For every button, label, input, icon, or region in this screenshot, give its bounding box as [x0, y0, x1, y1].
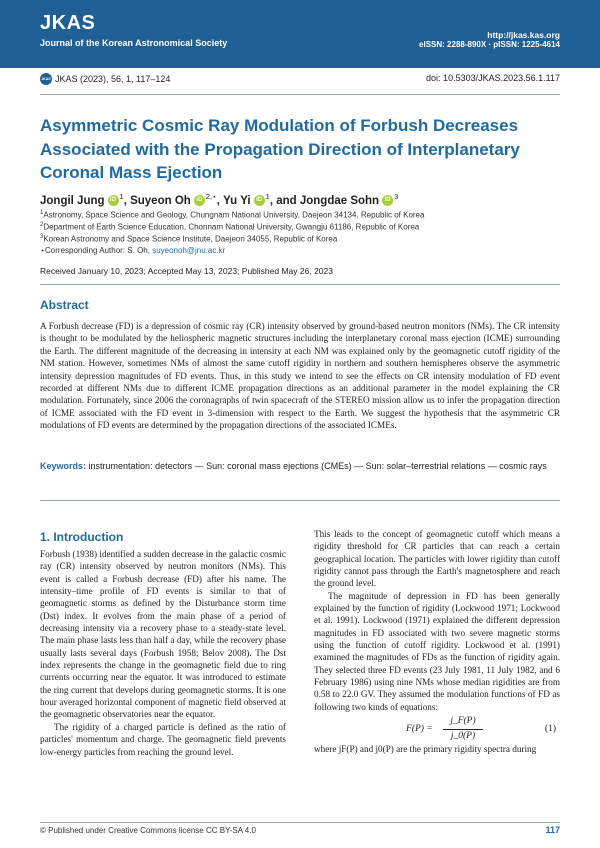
- right-paragraph-3: where jF(P) and j0(P) are the primary rigidity spectra during: [314, 744, 537, 755]
- journal-header-bar: [0, 0, 600, 68]
- affiliation-3: $^3$Korean Astronomy and Space Science Institute, Daejeon 34055, Republic of Korea: [40, 234, 338, 244]
- author-1: Jongil Jung iD $^1$,: [40, 192, 131, 207]
- abstract-text: A Forbush decrease (FD) is a depression of cosmic ray (CR) intensity observed by ground-based neutron monitors (NMs). The CR intensity is thought to be modulated by the heliospheric magnetic structures including the interplanetary coronal mass ejection (ICME) surrounding the Earth. The different magnitude of the decreasing in intensity at each NM was explained only by the geomagnetic cutoff rigidity of the NM station. However, sometimes NMs of almost the same cutoff rigidity in northern and southern hemispheres observe the asymmetric intensity depression magnitudes of FD events. Thus, in this study we intend to see the effects on CR intensity modulation of FD event recorded at different NMs due to different ICME propagation directions as an additional parameter in the model explaining the CR modulation. Fortunately, since 2006 the coronagraphs of twin spacecraft of the STEREO mission allow us to infer the propagation direction of ICME associated with the FD event in 3-dimension with respect to the Earth. We suggest the hypothesis that the asymmetric CR modulations of FD events are determined by the propagation directions of the associated ICMEs.: [40, 321, 560, 431]
- orcid-icon[interactable]: iD: [194, 195, 205, 206]
- equation-fraction: [443, 715, 483, 742]
- paper-title: Asymmetric Cosmic Ray Modulation of Forbush Decreases Associated with the Propagation Direction of Interplanetary Coronal Mass Ejection: [40, 116, 520, 182]
- journal-url-link[interactable]: http://jkas.kas.org: [487, 30, 560, 40]
- license-note: © Published under Creative Commons license CC BY-SA 4.0: [40, 826, 256, 835]
- orcid-icon[interactable]: iD: [254, 195, 265, 206]
- equation-1: [314, 713, 560, 743]
- author-list: [40, 192, 560, 207]
- header-divider: [40, 94, 560, 95]
- journal-issn: eISSN: 2288-890X · pISSN: 1225-4614: [419, 40, 560, 49]
- introduction-heading: 1. Introduction: [40, 530, 124, 544]
- citation-row: [40, 72, 560, 86]
- journal-abbreviation: JKAS: [40, 12, 96, 34]
- journal-name: Journal of the Korean Astronomical Society: [40, 38, 228, 48]
- abstract-heading: Abstract: [40, 298, 89, 312]
- publication-dates: Received January 10, 2023; Accepted May 13, 2023; Published May 26, 2023: [40, 266, 333, 276]
- citation-text: JKAS (2023), 56, 1, 117–124: [55, 74, 171, 84]
- keywords-text: instrumentation: detectors — Sun: coronal mass ejections (CMEs) — Sun: solar–terrestrial relations — cosmic rays: [88, 461, 547, 471]
- equation-number: (1): [544, 724, 556, 735]
- equation-denominator: j_0(P): [450, 730, 476, 741]
- citation-left: [40, 73, 170, 85]
- dates-divider: [40, 284, 560, 285]
- email-link[interactable]: suyeonoh@jnu.ac.kr: [152, 246, 226, 255]
- keywords-label: Keywords:: [40, 461, 87, 471]
- keywords: [40, 460, 560, 472]
- orcid-icon[interactable]: iD: [382, 195, 393, 206]
- author-3: Yu Yi iD $^1$, and: [223, 192, 300, 207]
- keywords-divider: [40, 500, 560, 501]
- jkas-logo-icon: JKAS: [40, 73, 52, 85]
- intro-paragraph-2: The rigidity of a charged particle is defined as the ratio of particles' momentum and charge. The geomagnetic field prevents low-energy particles from reaching the ground level.: [40, 721, 286, 757]
- doi-link[interactable]: doi: 10.5303/JKAS.2023.56.1.117: [426, 73, 560, 83]
- equation-numerator: j_F(P): [443, 715, 483, 729]
- intro-paragraph-1: Forbush (1938) identified a sudden decrease in the galactic cosmic ray (CR) intensity observed by neutron monitors (NMs). This event is called a Forbush decrease (FD) after his name. The intensity–time profile of FD events is similar to that of geomagnetic storms as defined by the Disturbance storm time (Dst) index. It evolves from the main phase of a period of decreasing intensity via a recovery phase to a steady-state level. The main phase lasts less than half a day, while the recovery phase usually lasts several days (Forbush 1958; Belov 2008). The Dst index represents the change in the geomagnetic field due to ring currents occurring near the equator. It was introduced to estimate the ring current that develops during geomagnetic storms. It is one hour averaged horizontal component of magnetic field observed at the geomagnetic observatories near the equator.: [40, 549, 286, 720]
- orcid-icon[interactable]: iD: [108, 195, 119, 206]
- corresponding-author: ⋆Corresponding Author: S. Oh, suyeonoh@jnu.ac.kr: [40, 246, 226, 255]
- footer-divider: [40, 822, 560, 823]
- author-2: Suyeon Oh iD $^{2,⋆}$,: [130, 192, 224, 207]
- left-column: [40, 548, 286, 758]
- right-column: [314, 528, 560, 756]
- page-number: 117: [545, 825, 560, 835]
- right-paragraph-1: This leads to the concept of geomagnetic cutoff which means a rigidity threshold for CR particles that can reach a certain geographical location. The particles with lower rigidity than cutoff rigidity cannot pass through the Earth's magnetosphere and reach the ground level.: [314, 529, 560, 589]
- author-4: Jongdae Sohn iD $^3$: [299, 192, 399, 207]
- equation-lhs: F(P) =: [406, 724, 433, 735]
- affiliation-1: $^1$Astronomy, Space Science and Geology, Chungnam National University, Daejeon 34134, Republic of Korea: [40, 210, 425, 220]
- right-paragraph-2: The magnitude of depression in FD has been generally explained by the function of rigidity (Lockwood 1971; Lockwood et al. 1991). Lockwood (1971) explained the different depression magnitudes in FD associated with two severe magnetic storms using the function of cutoff rigidity. Lockwood et al. (1991) examined the magnitudes of FDs as the function of rigidity again. They selected three FD events (23 July 1981, 11 July 1982, and 6 February 1986) using nine NMs whose median rigidities are from 0.58 to 22.0 GV. They assumed the modulation functions of FD as following two kinds of equations:: [314, 590, 560, 712]
- affiliation-2: $^2$Department of Earth Science Education, Chonnam National University, Gwangju 61186, Republic of Korea: [40, 222, 420, 232]
